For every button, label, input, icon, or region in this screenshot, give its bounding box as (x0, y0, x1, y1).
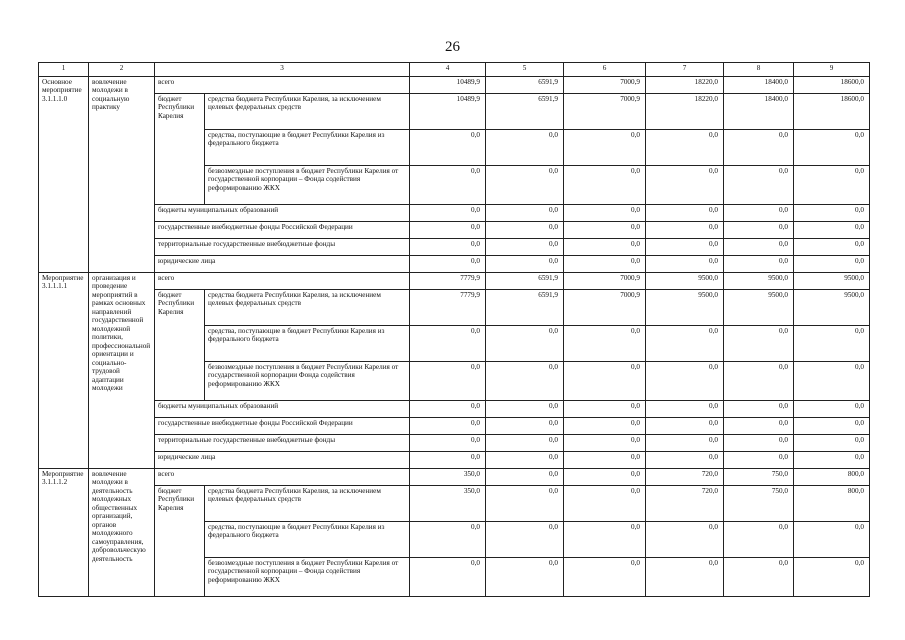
value-cell: 0,0 (794, 558, 870, 597)
value-cell: 0,0 (564, 401, 646, 418)
table-row (39, 452, 870, 469)
value-cell: 6591,9 (486, 273, 564, 290)
header-cell: 1 (39, 63, 89, 77)
value-cell: 0,0 (646, 239, 724, 256)
value-cell: 0,0 (410, 435, 486, 452)
source-label: всего (155, 273, 410, 290)
value-cell: 9500,0 (794, 273, 870, 290)
table-row (39, 401, 870, 418)
value-cell: 7779,9 (410, 273, 486, 290)
value-cell: 0,0 (724, 256, 794, 273)
value-cell: 0,0 (486, 469, 564, 486)
value-cell: 0,0 (724, 130, 794, 166)
source-label: безвозмездные поступления в бюджет Республики Карелия от государственной корпорации – Фонда содействия реформированию ЖКХ (205, 166, 410, 205)
value-cell: 9500,0 (724, 273, 794, 290)
value-cell: 0,0 (724, 166, 794, 205)
value-cell: 720,0 (646, 486, 724, 522)
header-row (39, 63, 870, 77)
value-cell: 0,0 (410, 239, 486, 256)
value-cell: 0,0 (410, 362, 486, 401)
value-cell: 0,0 (724, 205, 794, 222)
header-cell: 6 (564, 63, 646, 77)
value-cell: 0,0 (486, 256, 564, 273)
source-label: бюджеты муниципальных образований (155, 205, 410, 222)
value-cell: 7000,9 (564, 273, 646, 290)
header-cell: 4 (410, 63, 486, 77)
value-cell: 0,0 (724, 522, 794, 558)
value-cell: 0,0 (646, 222, 724, 239)
value-cell: 0,0 (724, 326, 794, 362)
value-cell: 7000,9 (564, 94, 646, 130)
source-label: всего (155, 469, 410, 486)
value-cell: 0,0 (410, 205, 486, 222)
source-label: средства бюджета Республики Карелия, за исключением целевых федеральных средств (205, 94, 410, 130)
value-cell: 0,0 (646, 130, 724, 166)
header-cell: 5 (486, 63, 564, 77)
value-cell: 0,0 (410, 558, 486, 597)
value-cell: 0,0 (486, 362, 564, 401)
source-label: территориальные государственные внебюджетные фонды (155, 435, 410, 452)
value-cell: 0,0 (794, 256, 870, 273)
value-cell: 0,0 (486, 486, 564, 522)
source-label: средства бюджета Республики Карелия, за исключением целевых федеральных средств (205, 486, 410, 522)
source-label: средства, поступающие в бюджет Республики Карелия из федерального бюджета (205, 326, 410, 362)
value-cell: 0,0 (564, 166, 646, 205)
value-cell: 7000,9 (564, 290, 646, 326)
header-cell: 9 (794, 63, 870, 77)
table-row (39, 222, 870, 239)
value-cell: 0,0 (486, 452, 564, 469)
table-row (39, 77, 870, 94)
value-cell: 0,0 (646, 401, 724, 418)
table-row (39, 418, 870, 435)
value-cell: 0,0 (410, 418, 486, 435)
value-cell: 0,0 (646, 418, 724, 435)
value-cell: 0,0 (646, 326, 724, 362)
header-cell: 7 (646, 63, 724, 77)
value-cell: 0,0 (564, 418, 646, 435)
value-cell: 0,0 (564, 239, 646, 256)
value-cell: 0,0 (486, 435, 564, 452)
value-cell: 0,0 (486, 205, 564, 222)
source-group-label: бюджет Республики Карелия (155, 486, 205, 597)
value-cell: 10489,9 (410, 94, 486, 130)
value-cell: 6591,9 (486, 94, 564, 130)
value-cell: 0,0 (564, 435, 646, 452)
source-label: юридические лица (155, 452, 410, 469)
value-cell: 0,0 (486, 222, 564, 239)
value-cell: 0,0 (724, 558, 794, 597)
value-cell: 0,0 (794, 326, 870, 362)
measure-name: организация и проведение мероприятий в рамках основных направлений государственной молодежной политики, профессиональной ориентации и социально-трудовой адаптации молодежи (89, 273, 155, 469)
value-cell: 0,0 (646, 205, 724, 222)
value-cell: 750,0 (724, 486, 794, 522)
source-label: средства бюджета Республики Карелия, за исключением целевых федеральных средств (205, 290, 410, 326)
measure-name: вовлечение молодежи в социальную практику (89, 77, 155, 273)
value-cell: 0,0 (724, 222, 794, 239)
table-row (39, 273, 870, 290)
value-cell: 0,0 (794, 401, 870, 418)
header-cell: 3 (155, 63, 410, 77)
value-cell: 750,0 (724, 469, 794, 486)
source-label: государственные внебюджетные фонды Российской Федерации (155, 222, 410, 239)
value-cell: 0,0 (410, 130, 486, 166)
value-cell: 0,0 (564, 205, 646, 222)
value-cell: 0,0 (564, 558, 646, 597)
value-cell: 0,0 (794, 362, 870, 401)
value-cell: 7000,9 (564, 77, 646, 94)
value-cell: 0,0 (486, 166, 564, 205)
value-cell: 6591,9 (486, 290, 564, 326)
value-cell: 0,0 (724, 452, 794, 469)
value-cell: 0,0 (794, 435, 870, 452)
value-cell: 0,0 (724, 239, 794, 256)
measure-name: вовлечение молодежи в деятельность молодежных общественных организаций, органов молодежного самоуправления, добровольческую деятельность (89, 469, 155, 597)
source-label: безвозмездные поступления в бюджет Республики Карелия от государственной корпорации Фонда содействия реформированию ЖКХ (205, 362, 410, 401)
table-row (39, 290, 870, 326)
value-cell: 9500,0 (646, 273, 724, 290)
value-cell: 0,0 (486, 558, 564, 597)
source-group-label: бюджет Республики Карелия (155, 290, 205, 401)
source-label: бюджеты муниципальных образований (155, 401, 410, 418)
value-cell: 18220,0 (646, 94, 724, 130)
value-cell: 0,0 (646, 452, 724, 469)
budget-table (38, 62, 870, 597)
value-cell: 0,0 (486, 326, 564, 362)
value-cell: 0,0 (564, 256, 646, 273)
measure-code: Основное мероприятие 3.1.1.1.0 (39, 77, 89, 273)
value-cell: 0,0 (794, 418, 870, 435)
value-cell: 720,0 (646, 469, 724, 486)
value-cell: 0,0 (794, 522, 870, 558)
value-cell: 0,0 (724, 435, 794, 452)
value-cell: 7779,9 (410, 290, 486, 326)
value-cell: 0,0 (486, 239, 564, 256)
value-cell: 0,0 (794, 239, 870, 256)
page-number: 26 (445, 39, 460, 55)
table-row (39, 435, 870, 452)
value-cell: 0,0 (646, 362, 724, 401)
value-cell: 0,0 (410, 326, 486, 362)
value-cell: 18400,0 (724, 77, 794, 94)
value-cell: 0,0 (646, 522, 724, 558)
table-row (39, 469, 870, 486)
table-row (39, 94, 870, 130)
value-cell: 10489,9 (410, 77, 486, 94)
value-cell: 9500,0 (794, 290, 870, 326)
value-cell: 0,0 (724, 401, 794, 418)
value-cell: 0,0 (794, 205, 870, 222)
table-row (39, 256, 870, 273)
source-label: юридические лица (155, 256, 410, 273)
value-cell: 0,0 (410, 452, 486, 469)
value-cell: 0,0 (564, 522, 646, 558)
value-cell: 0,0 (794, 452, 870, 469)
table-row (39, 239, 870, 256)
measure-code: Мероприятие 3.1.1.1.1 (39, 273, 89, 469)
value-cell: 18220,0 (646, 77, 724, 94)
table-row (39, 486, 870, 522)
value-cell: 0,0 (486, 130, 564, 166)
value-cell: 18600,0 (794, 94, 870, 130)
source-label: средства, поступающие в бюджет Республики Карелия из федерального бюджета (205, 522, 410, 558)
source-label: безвозмездные поступления в бюджет Республики Карелия от государственной корпорации – Фонда содействия реформированию ЖКХ (205, 558, 410, 597)
value-cell: 0,0 (410, 401, 486, 418)
value-cell: 0,0 (486, 418, 564, 435)
source-label: всего (155, 77, 410, 94)
value-cell: 0,0 (646, 558, 724, 597)
source-label: средства, поступающие в бюджет Республики Карелия из федерального бюджета (205, 130, 410, 166)
value-cell: 0,0 (646, 166, 724, 205)
value-cell: 6591,9 (486, 77, 564, 94)
value-cell: 9500,0 (646, 290, 724, 326)
value-cell: 0,0 (794, 166, 870, 205)
value-cell: 0,0 (794, 130, 870, 166)
source-label: государственные внебюджетные фонды Российской Федерации (155, 418, 410, 435)
header-cell: 8 (724, 63, 794, 77)
value-cell: 0,0 (564, 222, 646, 239)
value-cell: 350,0 (410, 486, 486, 522)
value-cell: 0,0 (564, 486, 646, 522)
value-cell: 0,0 (410, 522, 486, 558)
value-cell: 0,0 (410, 256, 486, 273)
table-row (39, 205, 870, 222)
value-cell: 800,0 (794, 469, 870, 486)
source-group-label: бюджет Республики Карелия (155, 94, 205, 205)
value-cell: 0,0 (646, 435, 724, 452)
header-cell: 2 (89, 63, 155, 77)
value-cell: 0,0 (564, 326, 646, 362)
value-cell: 0,0 (564, 452, 646, 469)
value-cell: 0,0 (486, 401, 564, 418)
value-cell: 0,0 (564, 130, 646, 166)
value-cell: 0,0 (564, 469, 646, 486)
value-cell: 0,0 (724, 362, 794, 401)
source-label: территориальные государственные внебюджетные фонды (155, 239, 410, 256)
measure-code: Мероприятие 3.1.1.1.2 (39, 469, 89, 597)
value-cell: 0,0 (646, 256, 724, 273)
value-cell: 0,0 (410, 222, 486, 239)
value-cell: 18600,0 (794, 77, 870, 94)
value-cell: 0,0 (724, 418, 794, 435)
value-cell: 0,0 (486, 522, 564, 558)
value-cell: 0,0 (794, 222, 870, 239)
value-cell: 0,0 (564, 362, 646, 401)
value-cell: 800,0 (794, 486, 870, 522)
value-cell: 18400,0 (724, 94, 794, 130)
value-cell: 9500,0 (724, 290, 794, 326)
value-cell: 350,0 (410, 469, 486, 486)
value-cell: 0,0 (410, 166, 486, 205)
